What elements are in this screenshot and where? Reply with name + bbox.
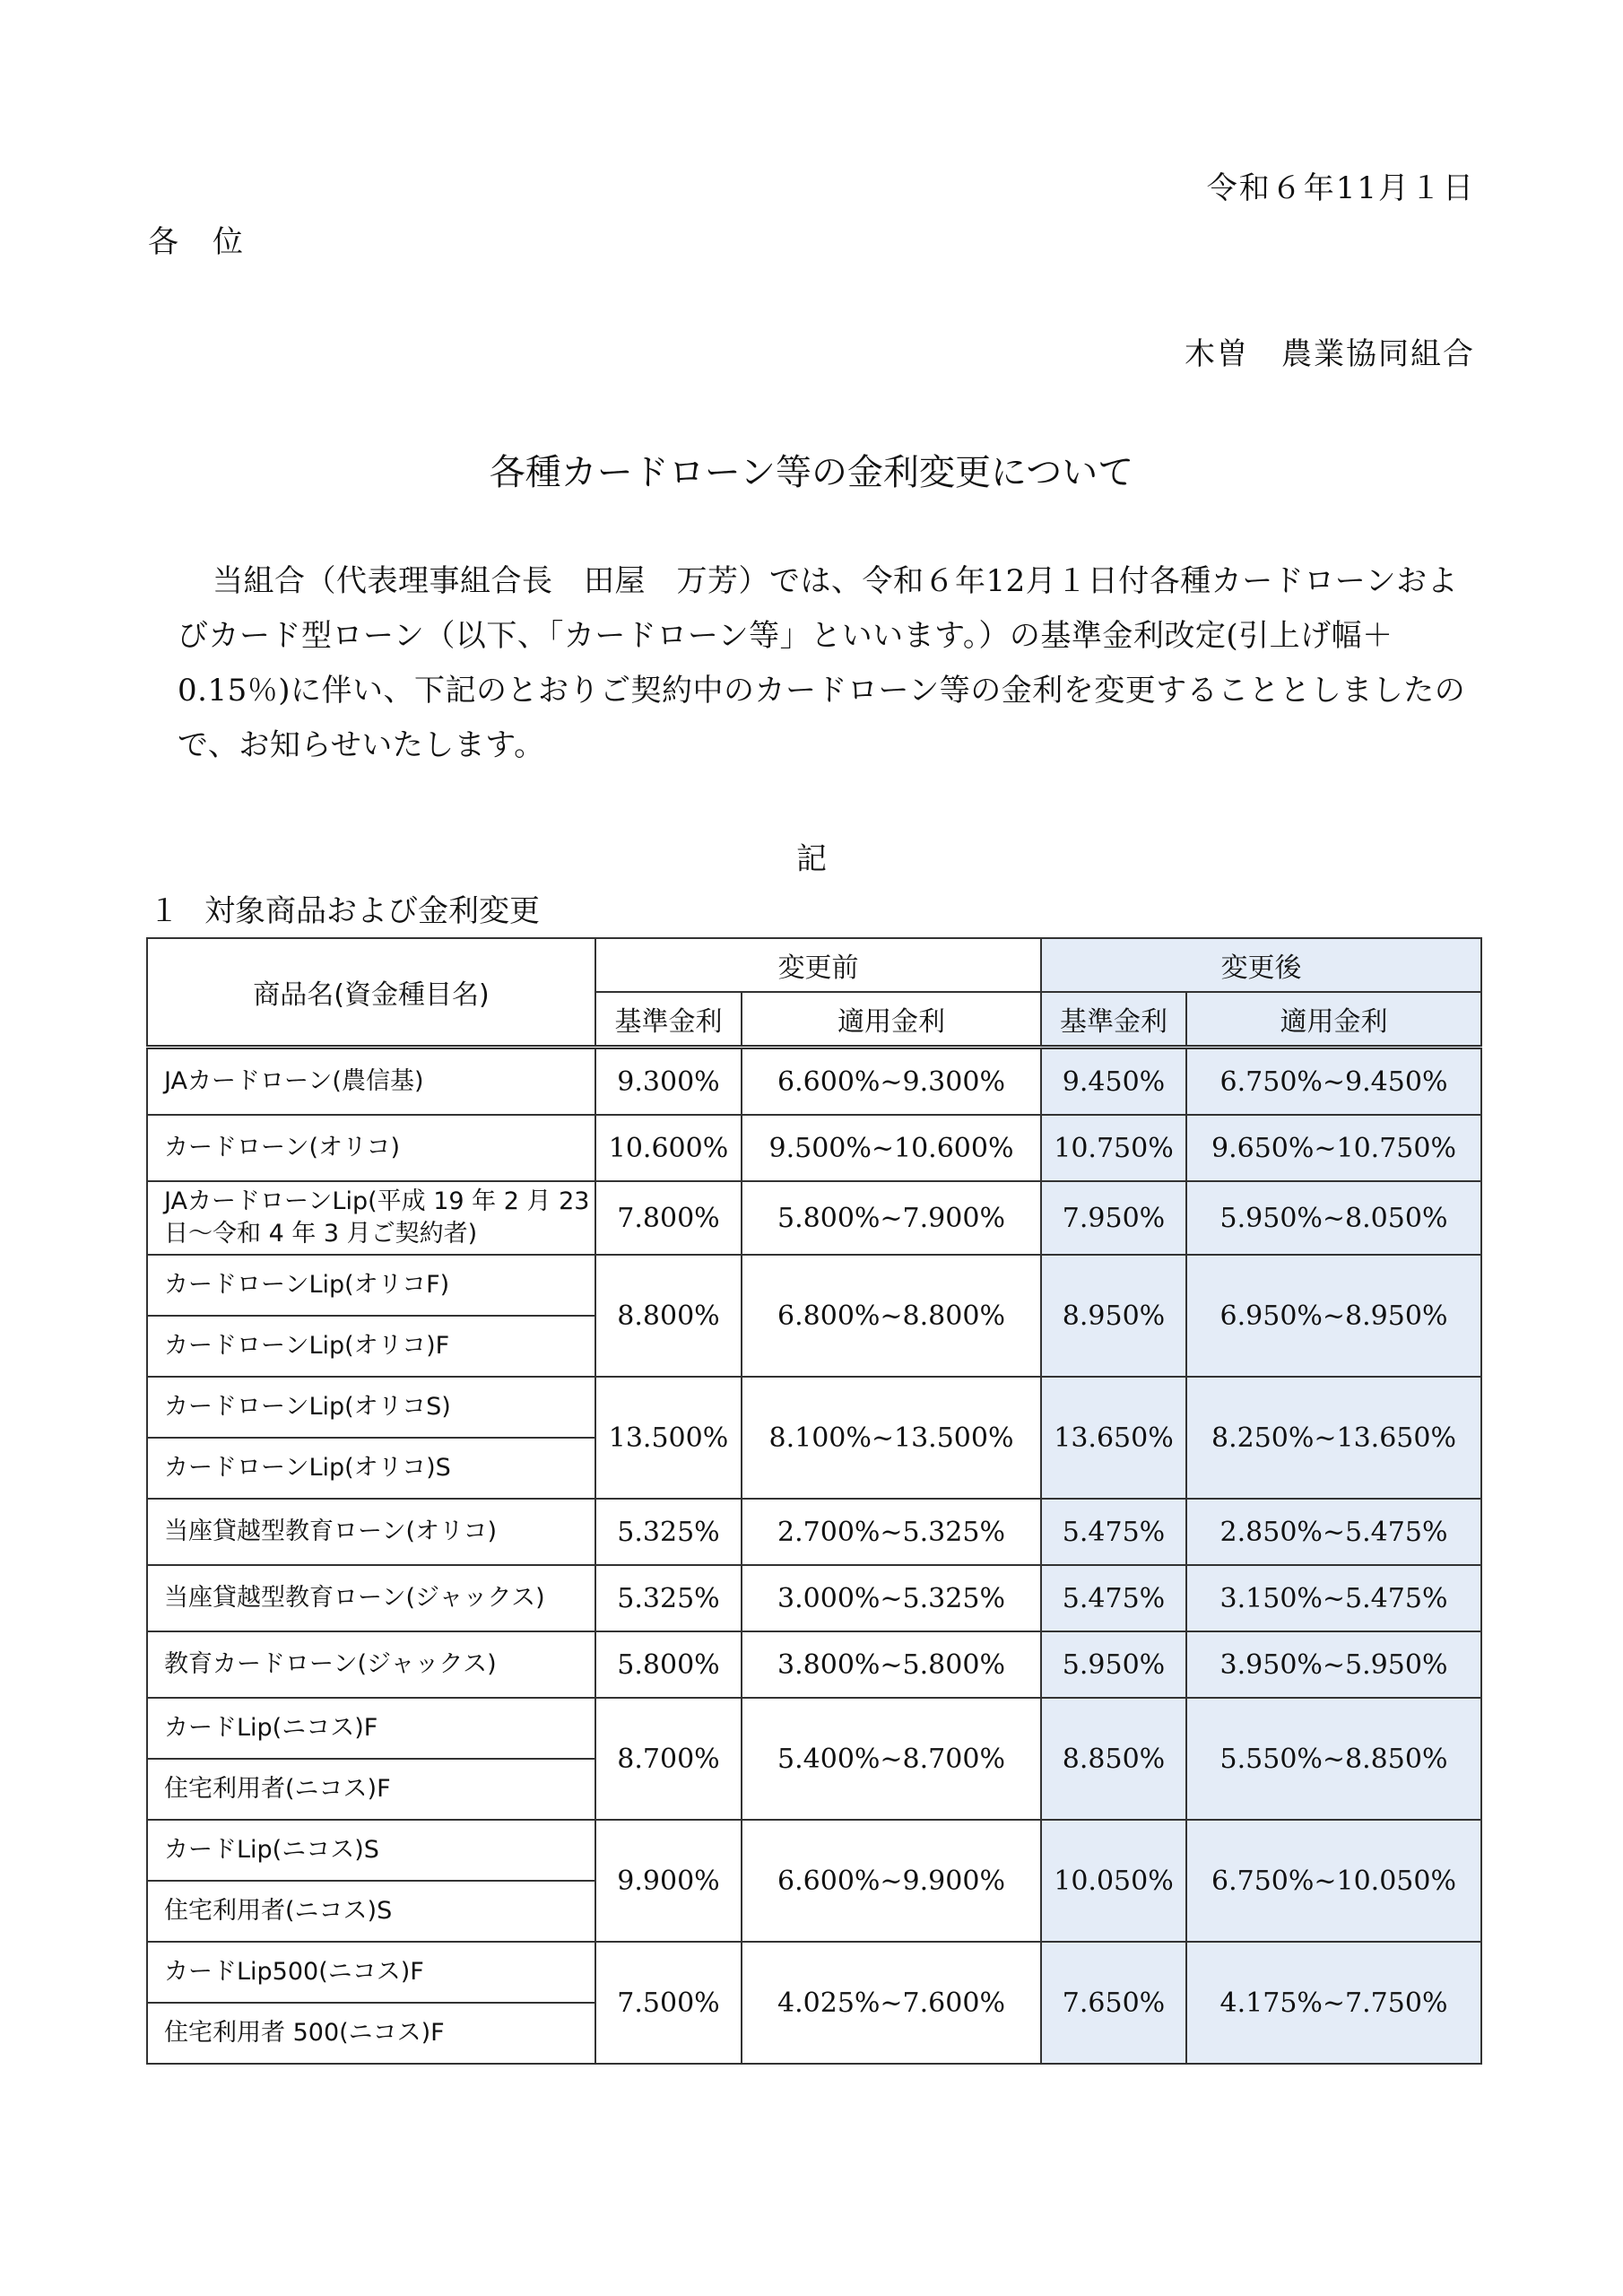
table-row	[147, 1631, 1481, 1698]
after-applied-rate-cell: 6.750%~10.050%	[1186, 1820, 1481, 1942]
before-base-rate-cell: 8.700%	[595, 1698, 742, 1820]
after-base-rate-cell: 5.950%	[1041, 1631, 1186, 1698]
product-name-cell: カードローンLip(オリコ)F	[147, 1316, 595, 1377]
before-applied-rate-cell: 6.600%~9.300%	[742, 1048, 1041, 1116]
body-paragraph: 当組合（代表理事組合長 田屋 万芳）では、令和６年12月１日付各種カードローンおよびカード型ローン（以下、「カードローン等」といいます。）の基準金利改定(引上げ幅＋0.15％)に伴い、下記のとおりご契約中のカードローン等の金利を変更することとしましたので、お知らせいたします。	[178, 563, 1466, 763]
table-row	[147, 1820, 1481, 1881]
before-applied-rate-cell: 6.600%~9.900%	[742, 1820, 1041, 1942]
product-name-cell: JAカードローン(農信基)	[147, 1048, 595, 1116]
after-base-rate-cell: 5.475%	[1041, 1565, 1186, 1631]
header-after-base-rate: 基準金利	[1041, 992, 1186, 1048]
section-heading	[149, 886, 540, 930]
after-base-rate-cell: 8.850%	[1041, 1698, 1186, 1820]
before-applied-rate-cell: 5.400%~8.700%	[742, 1698, 1041, 1820]
product-name-cell: 教育カードローン(ジャックス)	[147, 1631, 595, 1698]
addressee: 各位	[148, 224, 277, 260]
product-name-cell: 住宅利用者(ニコス)S	[147, 1881, 595, 1942]
table-row	[147, 1499, 1481, 1565]
product-name-cell: 住宅利用者(ニコス)F	[147, 1759, 595, 1820]
after-base-rate-cell: 9.450%	[1041, 1048, 1186, 1116]
table-row	[147, 1698, 1481, 1759]
table-row	[147, 1115, 1481, 1181]
header-product-name: 商品名(資金種目名)	[147, 938, 595, 1048]
header-before-base-rate: 基準金利	[595, 992, 742, 1048]
rate-change-table	[146, 937, 1482, 2065]
after-applied-rate-cell: 8.250%~13.650%	[1186, 1377, 1481, 1499]
table-body	[147, 1048, 1481, 2065]
after-applied-rate-cell: 9.650%~10.750%	[1186, 1115, 1481, 1181]
after-applied-rate-cell: 5.950%~8.050%	[1186, 1181, 1481, 1255]
after-applied-rate-cell: 3.950%~5.950%	[1186, 1631, 1481, 1698]
sender-organization: 木曽 農業協同組合	[1185, 336, 1475, 372]
after-base-rate-cell: 7.650%	[1041, 1942, 1186, 2064]
before-base-rate-cell: 9.300%	[595, 1048, 742, 1116]
after-base-rate-cell: 10.750%	[1041, 1115, 1186, 1181]
after-base-rate-cell: 5.475%	[1041, 1499, 1186, 1565]
before-applied-rate-cell: 4.025%~7.600%	[742, 1942, 1041, 2064]
after-applied-rate-cell: 4.175%~7.750%	[1186, 1942, 1481, 2064]
product-name-cell: 当座貸越型教育ローン(ジャックス)	[147, 1565, 595, 1631]
after-base-rate-cell: 7.950%	[1041, 1181, 1186, 1255]
after-base-rate-cell: 10.050%	[1041, 1820, 1186, 1942]
after-applied-rate-cell: 5.550%~8.850%	[1186, 1698, 1481, 1820]
product-name-cell: カードローンLip(オリコF)	[147, 1255, 595, 1316]
section-number: １	[149, 893, 179, 929]
before-applied-rate-cell: 6.800%~8.800%	[742, 1255, 1041, 1377]
before-base-rate-cell: 5.800%	[595, 1631, 742, 1698]
product-name-cell: 住宅利用者 500(ニコス)F	[147, 2003, 595, 2064]
document-title: 各種カードローン等の金利変更について	[489, 452, 1134, 493]
product-name-cell: カードLip(ニコス)F	[147, 1698, 595, 1759]
table-row	[147, 1181, 1481, 1255]
product-name-cell: 当座貸越型教育ローン(オリコ)	[147, 1499, 595, 1565]
before-base-rate-cell: 13.500%	[595, 1377, 742, 1499]
after-applied-rate-cell: 3.150%~5.475%	[1186, 1565, 1481, 1631]
before-applied-rate-cell: 9.500%~10.600%	[742, 1115, 1041, 1181]
table-row	[147, 1048, 1481, 1116]
before-base-rate-cell: 8.800%	[595, 1255, 742, 1377]
before-base-rate-cell: 9.900%	[595, 1820, 742, 1942]
product-name-cell: カードLip(ニコス)S	[147, 1820, 595, 1881]
before-applied-rate-cell: 3.000%~5.325%	[742, 1565, 1041, 1631]
after-applied-rate-cell: 2.850%~5.475%	[1186, 1499, 1481, 1565]
section-title: 対象商品および金利変更	[204, 893, 540, 929]
before-base-rate-cell: 10.600%	[595, 1115, 742, 1181]
before-applied-rate-cell: 3.800%~5.800%	[742, 1631, 1041, 1698]
product-name-cell: カードローンLip(オリコS)	[147, 1377, 595, 1438]
product-name-cell: カードLip500(ニコス)F	[147, 1942, 595, 2003]
before-applied-rate-cell: 2.700%~5.325%	[742, 1499, 1041, 1565]
table-row	[147, 1255, 1481, 1316]
after-applied-rate-cell: 6.950%~8.950%	[1186, 1255, 1481, 1377]
header-before: 変更前	[595, 938, 1041, 992]
before-base-rate-cell: 7.500%	[595, 1942, 742, 2064]
before-base-rate-cell: 5.325%	[595, 1499, 742, 1565]
before-applied-rate-cell: 8.100%~13.500%	[742, 1377, 1041, 1499]
product-name-cell: カードローンLip(オリコ)S	[147, 1438, 595, 1499]
document-date: 令和６年11月１日	[1206, 170, 1475, 206]
table-row	[147, 1377, 1481, 1438]
table-row	[147, 1942, 1481, 2003]
header-after: 変更後	[1041, 938, 1481, 992]
before-base-rate-cell: 7.800%	[595, 1181, 742, 1255]
product-name-cell: JAカードローンLip(平成 19 年 2 月 23 日～令和 4 年 3 月ご契約者)	[147, 1181, 595, 1255]
header-after-applied-rate: 適用金利	[1186, 992, 1481, 1048]
header-before-applied-rate: 適用金利	[742, 992, 1041, 1048]
before-base-rate-cell: 5.325%	[595, 1565, 742, 1631]
after-base-rate-cell: 13.650%	[1041, 1377, 1186, 1499]
before-applied-rate-cell: 5.800%~7.900%	[742, 1181, 1041, 1255]
product-name-cell: カードローン(オリコ)	[147, 1115, 595, 1181]
after-base-rate-cell: 8.950%	[1041, 1255, 1186, 1377]
ki-heading: 記	[796, 841, 827, 877]
after-applied-rate-cell: 6.750%~9.450%	[1186, 1048, 1481, 1116]
table-row	[147, 1565, 1481, 1631]
